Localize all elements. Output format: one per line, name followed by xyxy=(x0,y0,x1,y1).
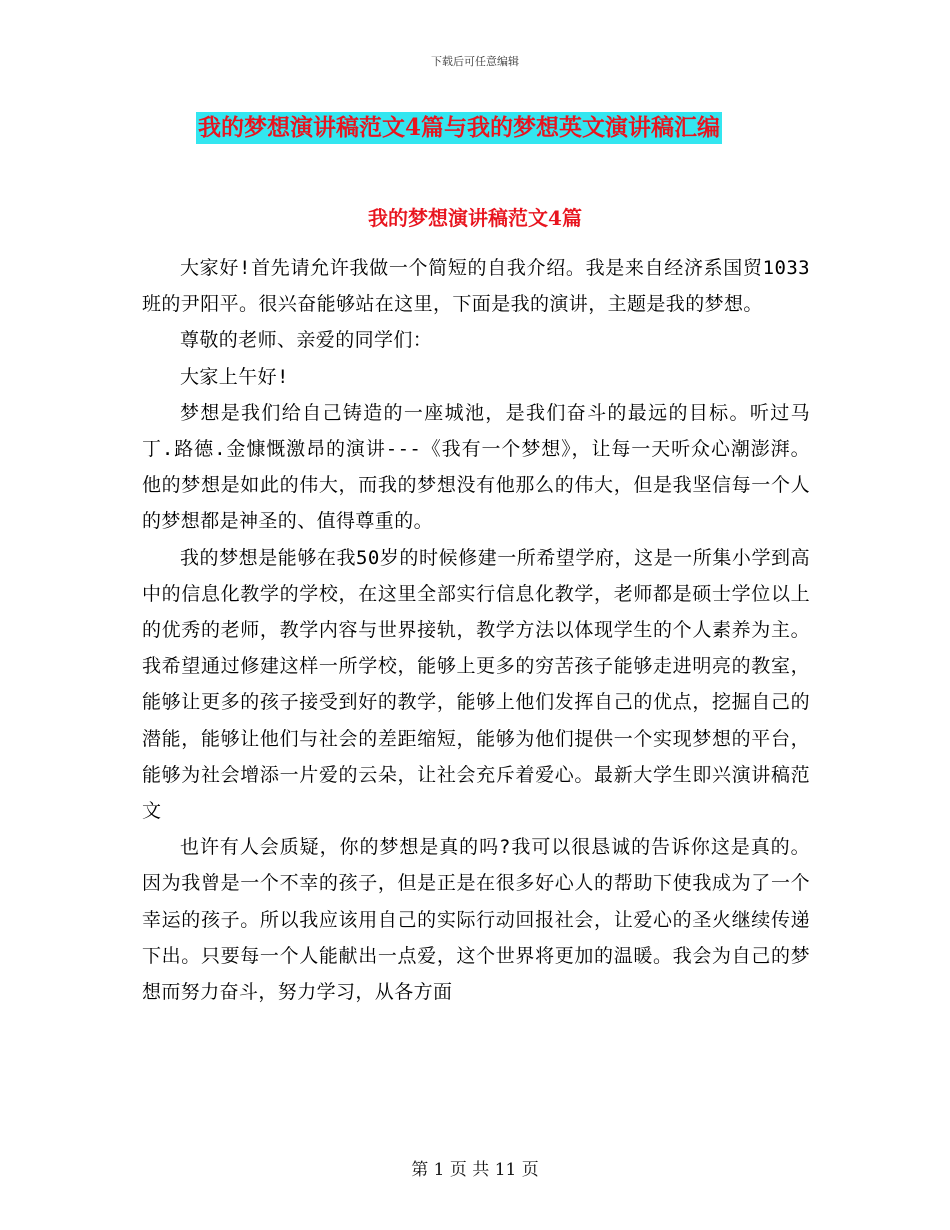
article-body xyxy=(142,250,810,1010)
paragraph-salutation: 尊敬的老师、亲爱的同学们： xyxy=(180,329,433,352)
paragraph-dream-truth: 也许有人会质疑，你的梦想是真的吗?我可以很恳诚的告诉你这是真的。因为我曾是一个不幸的孩子，但是正是在很多好心人的帮助下使我成为了一个幸运的孩子。所以我应该用自己的实际行动回报社会，让爱心的圣火继续传递下出。只要每一个人能献出一点爱，这个世界将更加的温暖。我会为自己的梦想而努力奋斗，努力学习，从各方面 xyxy=(142,836,810,1004)
sub-title: 我的梦想演讲稿范文4篇 xyxy=(368,206,582,230)
paragraph-dream-school: 我的梦想是能够在我50岁的时候修建一所希望学府，这是一所集小学到高中的信息化教学的学校，在这里全部实行信息化教学，老师都是硕士学位以上的优秀的老师，教学内容与世界接轨，教学方法以体现学生的个人素养为主。我希望通过修建这样一所学校，能够上更多的穷苦孩子能够走进明亮的教室，能够让更多的孩子接受到好的教学，能够上他们发挥自己的优点，挖掘自己的潜能，能够让他们与社会的差距缩短，能够为他们提供一个实现梦想的平台，能够为社会增添一片爱的云朵，让社会充斥着爱心。最新大学生即兴演讲稿范文 xyxy=(142,546,810,823)
main-title: 我的梦想演讲稿范文4篇与我的梦想英文演讲稿汇编 xyxy=(198,114,721,141)
header-note: 下载后可任意编辑 xyxy=(431,55,519,68)
paragraph-intro: 大家好!首先请允许我做一个简短的自我介绍。我是来自经济系国贸1033班的尹阳平。很兴奋能够站在这里，下面是我的演讲，主题是我的梦想。 xyxy=(142,257,810,316)
paragraph-dream-definition: 梦想是我们给自己铸造的一座城池，是我们奋斗的最远的目标。听过马丁.路德.金慷慨激昂的演讲---《我有一个梦想》，让每一天听众心潮澎湃。他的梦想是如此的伟大，而我的梦想没有他那么的伟大，但是我坚信每一个人的梦想都是神圣的、值得尊重的。 xyxy=(142,401,810,533)
paragraph-greeting: 大家上午好! xyxy=(180,365,289,388)
page-footer: 第 1 页 共 11 页 xyxy=(411,1160,539,1180)
main-title-highlight xyxy=(196,112,722,144)
